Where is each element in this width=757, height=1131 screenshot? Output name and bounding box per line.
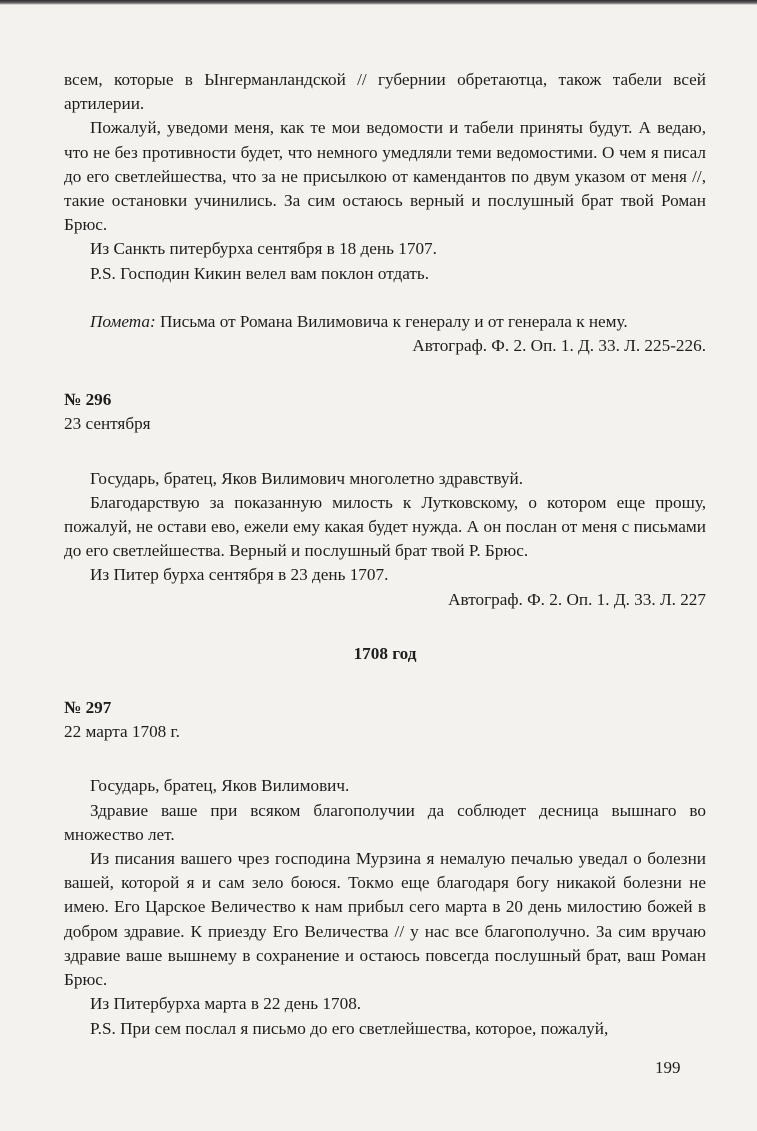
place-date-line: Из Питербурха марта в 22 день 1708. (90, 994, 362, 1014)
document-date: 22 марта 1708 г. (64, 722, 180, 742)
postscript: P.S. При сем послал я письмо до его светлейшества, которое, пожалуй, (90, 1018, 609, 1038)
paragraph: Благодарствую за показанную милость к Лутковскому, о котором еще прошу, пожалуй, не остави ево, ежели ему какая будет нужда. А он послан от меня с письмами до его светлейшества. Верный и послушный брат твой Р. Брюс. (64, 492, 706, 561)
paragraph: всем, которые в Ынгерманландской // губернии обретаютца, також табели всей артилерии. (64, 70, 706, 114)
paragraph: Из писания вашего чрез господина Мурзина я немалую печалью уведал о болезни вашей, которой я и сам зело боюся. Токмо еще благодаря богу никакой болезни не имею. Его Царское Величество к нам прибыл сего марта в 20 день милостию божей в добром здравие. К приезду Его Величества // у нас все благополучно. За сим вручаю здравие ваше вышнему в сохранение и остаюсь повсегда послушный брат, ваш Роман Брюс. (64, 849, 706, 990)
postscript: P.S. Господин Кикин велел вам поклон отдать. (90, 263, 430, 283)
note-label: Помета: (90, 311, 156, 331)
place-date-line: Из Питер бурха сентября в 23 день 1707. (90, 565, 389, 585)
archive-reference: Автограф. Ф. 2. Оп. 1. Д. 33. Л. 227 (448, 589, 706, 609)
page-number: 199 (655, 1058, 681, 1077)
greeting: Государь, братец, Яков Вилимович. (90, 776, 350, 796)
place-date-line: Из Санкть питербурха сентября в 18 день 1707. (90, 239, 437, 259)
year-heading: 1708 год (353, 643, 417, 663)
archive-reference: Автограф. Ф. 2. Оп. 1. Д. 33. Л. 225-226. (412, 336, 706, 356)
paragraph: Здравие ваше при всяком благополучии да соблюдет десница вышнаго во множество лет. (64, 800, 706, 844)
paragraph: Пожалуй, уведоми меня, как те мои ведомости и табели приняты будут. А ведаю, что не без противности будет, что немного умедляли теми ведомостими. О чем я писал до его светлейшества, что за не присылкою от камендантов по двум указом от меня //, такие остановки учинились. За сим остаюсь верный и послушный брат твой Роман Брюс. (64, 118, 706, 235)
document-number: № 296 (64, 390, 112, 410)
top-rule (0, 0, 757, 5)
document-number: № 297 (64, 698, 112, 718)
document-date: 23 сентября (64, 414, 151, 434)
greeting: Государь, братец, Яков Вилимович многолетно здравствуй. (90, 468, 523, 488)
note-text: Письма от Романа Вилимовича к генералу и от генерала к нему. (159, 311, 628, 331)
note (64, 310, 706, 334)
page-body (64, 68, 706, 1041)
